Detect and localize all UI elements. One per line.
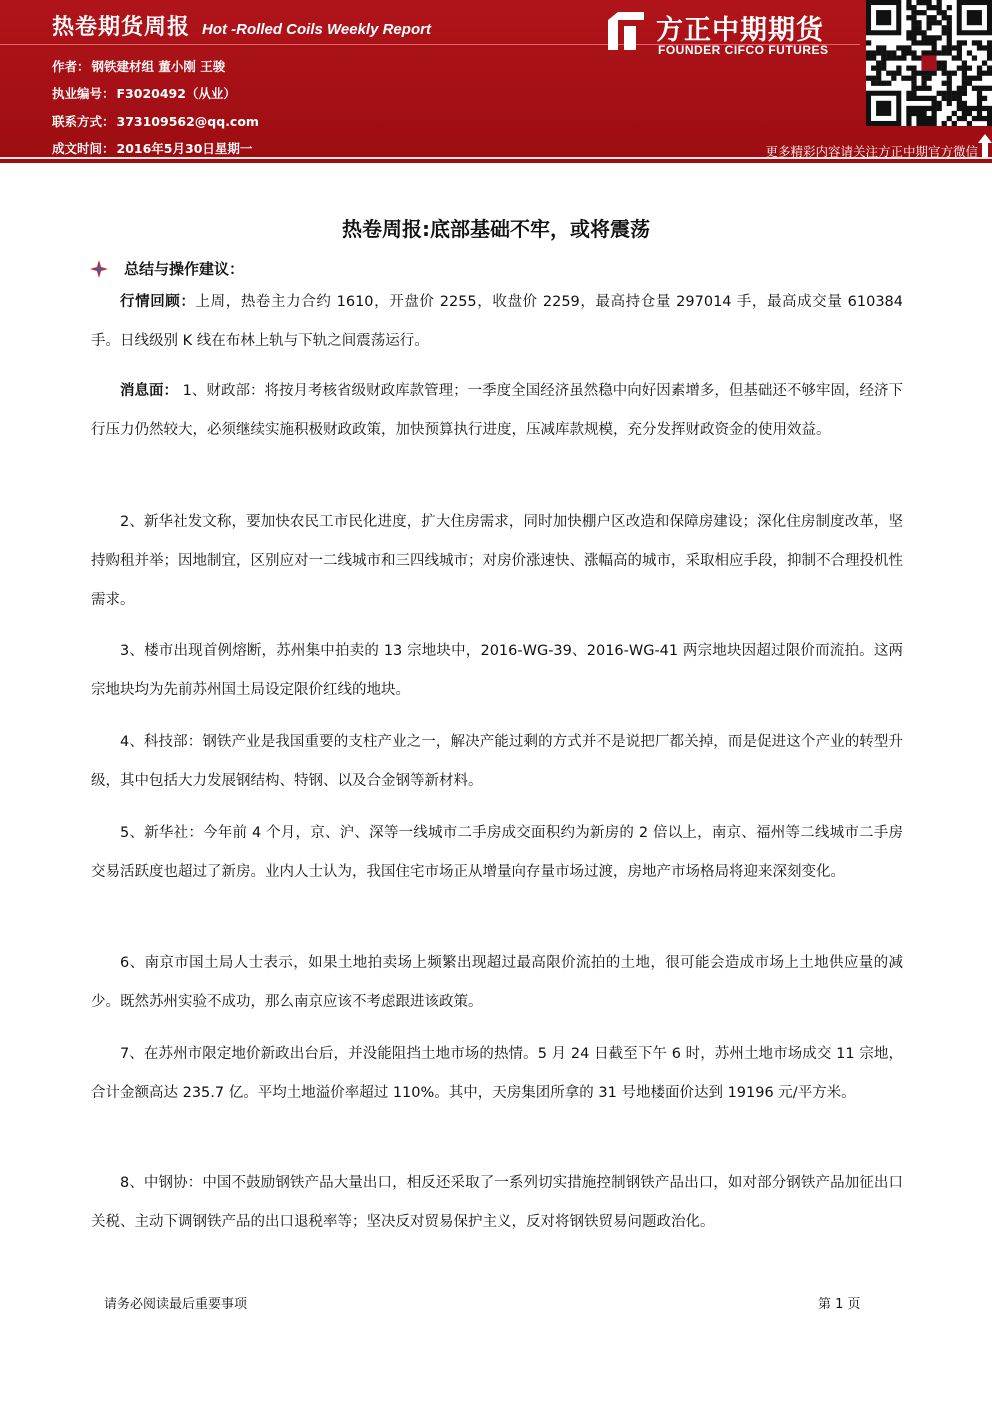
page-number: 第 1 页 — [818, 1297, 861, 1312]
date-value: 2016年5月30日星期一 — [116, 140, 253, 156]
license-label: 执业编号： — [52, 86, 115, 102]
page-title: 热卷周报:底部基础不牢，或将震荡 — [342, 217, 650, 241]
report-meta — [52, 53, 259, 162]
arrow-up-icon — [978, 134, 992, 158]
news-paragraph-5: 5、新华社：今年前 4 个月，京、沪、深等一线城市二手房成交面积约为新房的 2 倍以上，南京、福州等二线城市二手房交易活跃度也超过了新房。业内人士认为，我国住宅市场正从增量向存量市场过渡，房地产市场格局将迎来深刻变化。 — [91, 825, 903, 880]
logo-en-text: FOUNDER CIFCO FUTURES — [658, 43, 829, 57]
follow-wechat-text: 更多精彩内容请关注方正中期官方微信 — [765, 144, 978, 159]
author-value: 钢铁建材组 董小刚 王骏 — [91, 59, 226, 74]
report-en-title: Hot -Rolled Coils Weekly Report — [202, 21, 431, 38]
news-paragraph-2: 2、新华社发文称，要加快农民工市民化进度，扩大住房需求，同时加快棚户区改造和保障房建设；深化住房制度改革，坚持购租并举；因地制宜，区别应对一二线城市和三四线城市；对房价涨速快、涨幅高的城市，采取相应手段，抑制不合理投机性需求。 — [91, 514, 903, 608]
news-paragraph-8: 8、中钢协：中国不鼓励钢铁产品大量出口，相反还采取了一系列切实措施控制钢铁产品出口，如对部分钢铁产品加征出口关税、主动下调钢铁产品的出口退税率等；坚决反对贸易保护主义，反对将钢铁贸易问题政治化。 — [91, 1175, 903, 1230]
bullet-diamond-icon — [90, 260, 108, 278]
review-paragraph — [91, 283, 903, 361]
news-label: 消息面： — [120, 383, 179, 399]
qr-code-icon — [866, 0, 992, 126]
wechat-qr-code[interactable] — [866, 0, 992, 126]
date-label: 成文时间： — [52, 140, 115, 156]
news-1-text: 1、财政部：将按月考核省级财政库款管理；一季度全国经济虽然稳中向好因素增多，但基础还不够牢固，经济下行压力仍然较大，必须继续实施积极财政政策，加快预算执行进度，压减库款规模，充分发挥财政资金的使用效益。 — [91, 383, 904, 438]
section-heading — [90, 258, 244, 279]
news-paragraph-1 — [91, 372, 903, 450]
contact-line — [52, 108, 259, 135]
review-label: 行情回顾： — [120, 294, 196, 310]
news-paragraph-4: 4、科技部：钢铁产业是我国重要的支柱产业之一，解决产能过剩的方式并不是说把厂都关掉，而是促进这个产业的转型升级，其中包括大力发展钢结构、特钢、以及合金钢等新材料。 — [91, 734, 903, 789]
contact-label: 联系方式： — [52, 113, 115, 129]
license-value: F3020492（从业） — [116, 86, 236, 102]
company-logo — [604, 8, 860, 60]
news-paragraph-7: 7、在苏州市限定地价新政出台后，并没能阻挡土地市场的热情。5 月 24 日截至下午 6 时，苏州土地市场成交 11 宗地，合计金额高达 235.7 亿。平均土地溢价率超过 110%。其中，天房集团所拿的 31 号地楼面价达到 19196 元/平方米。 — [91, 1046, 903, 1101]
author-label: 作者： — [52, 59, 90, 74]
license-line — [52, 80, 259, 107]
author-line — [52, 53, 259, 80]
report-cn-title: 热卷期货周报 — [52, 15, 191, 40]
footer-notice: 请务必阅读最后重要事项 — [104, 1297, 248, 1312]
report-header — [0, 0, 992, 163]
news-paragraph-6: 6、南京市国土局人士表示，如果土地拍卖场上频繁出现超过最高限价流拍的土地，很可能会造成市场上土地供应量的减少。既然苏州实验不成功，那么南京应该不考虑跟进该政策。 — [91, 955, 903, 1010]
founder-logo-icon — [604, 10, 648, 54]
header-title — [52, 10, 431, 41]
review-text: 上周，热卷主力合约 1610，开盘价 2255，收盘价 2259，最高持仓量 297014 手，最高成交量 610384 手。日线级别 K 线在布林上轨与下轨之间震荡运行。 — [91, 294, 904, 349]
contact-value: 373109562@qq.com — [116, 113, 259, 129]
section-title: 总结与操作建议： — [124, 260, 245, 278]
news-paragraph-3: 3、楼市出现首例熔断，苏州集中拍卖的 13 宗地块中，2016-WG-39、2016-WG-41 两宗地块因超过限价而流拍。这两宗地块均为先前苏州国土局设定限价红线的地块。 — [91, 643, 903, 698]
logo-cn-text: 方正中期期货 — [656, 15, 824, 46]
